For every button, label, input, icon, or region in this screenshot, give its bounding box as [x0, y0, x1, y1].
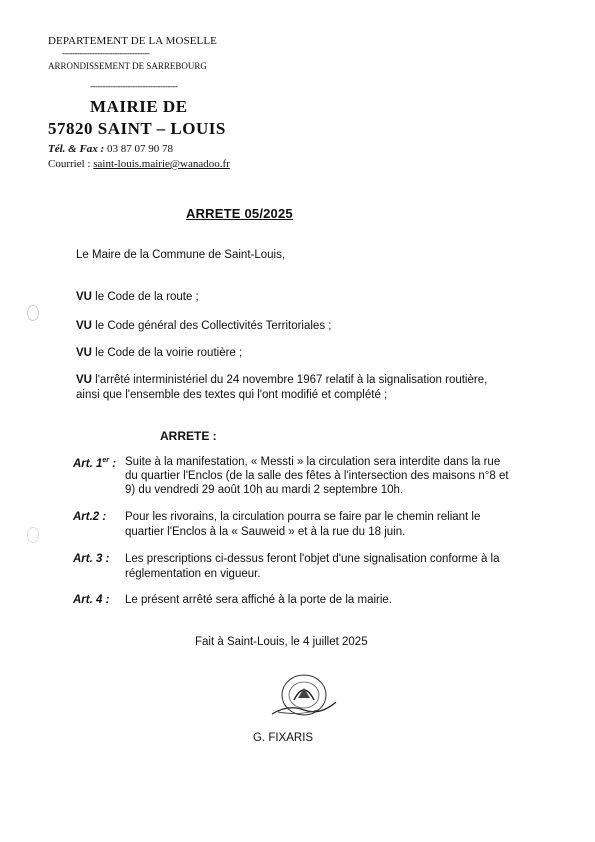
separator-line: -----------------------------------	[62, 48, 150, 58]
document-title: ARRETE 05/2025	[186, 206, 293, 221]
article-label: Art.2 :	[73, 511, 107, 523]
separator-line: -----------------------------------	[90, 81, 178, 91]
vu-label: VU	[76, 291, 92, 303]
department-line: DEPARTEMENT DE LA MOSELLE	[48, 35, 217, 47]
mairie-name-line1: MAIRIE DE	[90, 97, 188, 116]
place-date-line: Fait à Saint-Louis, le 4 juillet 2025	[195, 636, 368, 648]
vu-text: le Code de la voirie routière ;	[91, 347, 243, 359]
phone-value: 03 87 07 90 78	[104, 143, 173, 155]
article-label: Art. 1er :	[73, 457, 117, 470]
email-label: Courriel :	[48, 158, 94, 170]
article-line: 9) du vendredi 29 août 10h au mardi 2 septembre 10h.	[125, 484, 404, 496]
vu-text: le Code de la route ;	[91, 291, 199, 303]
vu-label: VU	[76, 374, 92, 386]
phone-line	[48, 143, 173, 155]
mairie-name-line2: 57820 SAINT – LOUIS	[48, 119, 226, 138]
article-line: Les prescriptions ci-dessus feront l'objet d'une signalisation conforme à la	[125, 553, 500, 565]
vu-text: l'arrêté interministériel du 24 novembre 1967 relatif à la signalisation routière,	[91, 374, 488, 386]
vu-clause-continuation: ainsi que l'ensemble des textes qui l'ont modifié et complété ;	[76, 389, 388, 401]
official-seal-stamp	[268, 670, 340, 720]
article-line: réglementation en vigueur.	[125, 568, 261, 580]
vu-clause	[76, 291, 199, 303]
email-line	[48, 158, 230, 170]
vu-clause	[76, 320, 331, 332]
vu-clause	[76, 374, 487, 386]
email-link[interactable]: saint-louis.mairie@wanadoo.fr	[93, 158, 230, 170]
article-label: Art. 4 :	[73, 594, 110, 606]
vu-label: VU	[76, 320, 92, 332]
intro-line: Le Maire de la Commune de Saint-Louis,	[76, 249, 286, 261]
article-line: quartier l'Enclos à la « Sauweid » et à la rue du 18 juin.	[125, 526, 406, 538]
vu-text: le Code général des Collectivités Territoriales ;	[91, 320, 332, 332]
punch-hole-mark	[27, 305, 39, 321]
vu-clause	[76, 347, 242, 359]
arrondissement-line: ARRONDISSEMENT DE SARREBOURG	[48, 61, 207, 71]
article-line: Pour les rivorains, la circulation pourra se faire par le chemin reliant le	[125, 511, 481, 523]
article-line: Suite à la manifestation, « Messti » la circulation sera interdite dans la rue	[125, 456, 501, 468]
signatory-name: G. FIXARIS	[253, 732, 314, 744]
vu-label: VU	[76, 347, 92, 359]
punch-hole-mark	[27, 527, 39, 543]
arrete-heading: ARRETE :	[160, 429, 217, 443]
article-line: Le présent arrêté sera affiché à la porte de la mairie.	[125, 594, 392, 606]
phone-label: Tél. & Fax :	[48, 143, 105, 155]
article-line: du quartier l'Enclos (de la salle des fêtes à l'intersection des maisons n°8 et	[125, 470, 509, 482]
article-label: Art. 3 :	[73, 553, 110, 565]
